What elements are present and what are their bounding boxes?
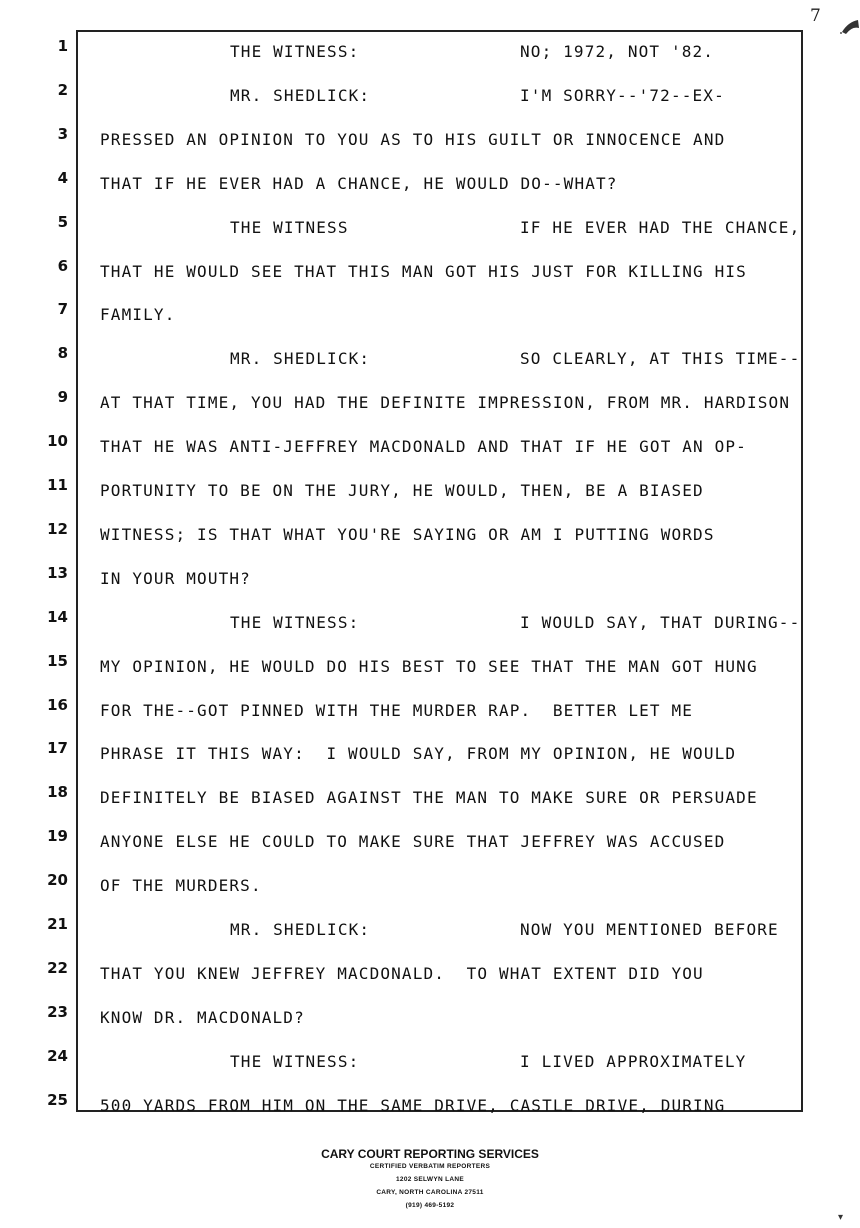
line-number: 5 [57, 212, 68, 231]
line-text: FOR THE--GOT PINNED WITH THE MURDER RAP. BETTER LET ME [100, 700, 694, 720]
line-text: WITNESS; IS THAT WHAT YOU'RE SAYING OR AM I PUTTING WORDS [100, 524, 715, 544]
line-text: ANYONE ELSE HE COULD TO MAKE SURE THAT JEFFREY WAS ACCUSED [100, 832, 726, 852]
line-text: NO; 1972, NOT '82. [520, 42, 715, 61]
line-number: 19 [47, 827, 68, 846]
footer-tagline: CERTIFIED VERBATIM REPORTERS [369, 1163, 491, 1170]
line-text: PHRASE IT THIS WAY: I WOULD SAY, FROM MY OPINION, HE WOULD [100, 744, 737, 764]
line-number: 13 [47, 563, 68, 582]
speaker-label: THE WITNESS: [230, 42, 360, 61]
line-text: OF THE MURDERS. [100, 876, 262, 896]
line-number: 16 [47, 695, 68, 714]
line-number: 20 [47, 871, 68, 890]
line-number: 8 [57, 344, 68, 363]
line-number: 7 [57, 300, 68, 319]
line-number: 10 [47, 432, 68, 451]
line-number: 14 [47, 607, 68, 626]
speaker-label: MR. SHEDLICK: [230, 920, 371, 939]
footer-city: CARY, NORTH CAROLINA 27511 [376, 1189, 484, 1196]
line-text: THAT HE WAS ANTI-JEFFREY MACDONALD AND THAT IF HE GOT AN OP- [100, 437, 747, 457]
line-number: 11 [47, 476, 68, 494]
line-text: PRESSED AN OPINION TO YOU AS TO HIS GUILT OR INNOCENCE AND [100, 129, 726, 149]
speaker-label: MR. SHEDLICK: [230, 349, 371, 369]
line-text: I LIVED APPROXIMATELY [520, 1051, 747, 1071]
line-number: 25 [47, 1090, 68, 1109]
footer-company: CARY COURT REPORTING SERVICES [321, 1147, 539, 1161]
line-number: 17 [47, 739, 68, 758]
line-number: 3 [57, 124, 68, 143]
line-number: 24 [47, 1046, 68, 1065]
line-number: 15 [47, 651, 68, 670]
page-number: 7 [810, 6, 821, 26]
line-text: I WOULD SAY, THAT DURING-- [520, 612, 801, 632]
corner-smudge-icon [838, 14, 860, 36]
line-number: 22 [47, 958, 68, 977]
line-number: 9 [57, 388, 68, 407]
line-number: 12 [47, 519, 68, 538]
footer-phone: (919) 469-5192 [405, 1202, 455, 1209]
line-number: 1 [57, 37, 68, 55]
line-number: 21 [47, 915, 68, 933]
line-text: IN YOUR MOUTH? [100, 568, 251, 588]
line-text: THAT YOU KNEW JEFFREY MACDONALD. TO WHAT EXTENT DID YOU [100, 963, 704, 983]
line-text: SO CLEARLY, AT THIS TIME-- [520, 349, 801, 369]
line-text: FAMILY. [100, 305, 176, 325]
line-text: THAT IF HE EVER HAD A CHANCE, HE WOULD DO--WHAT? [100, 173, 618, 193]
speaker-label: THE WITNESS: [230, 1051, 360, 1071]
line-number: 23 [47, 1002, 68, 1021]
line-text: PORTUNITY TO BE ON THE JURY, HE WOULD, THEN, BE A BIASED [100, 481, 704, 500]
line-text: AT THAT TIME, YOU HAD THE DEFINITE IMPRESSION, FROM MR. HARDISON [100, 393, 791, 413]
line-text: THAT HE WOULD SEE THAT THIS MAN GOT HIS JUST FOR KILLING HIS [100, 261, 747, 281]
line-text: IF HE EVER HAD THE CHANCE, [520, 217, 801, 237]
line-number: 2 [57, 80, 68, 99]
speaker-label: MR. SHEDLICK: [230, 85, 371, 105]
line-text: KNOW DR. MACDONALD? [100, 1007, 305, 1027]
line-number: 6 [57, 256, 68, 275]
line-text: NOW YOU MENTIONED BEFORE [520, 920, 779, 939]
speaker-label: THE WITNESS [230, 217, 349, 237]
line-number: 4 [57, 168, 68, 187]
speaker-label: THE WITNESS: [230, 612, 360, 632]
line-text: DEFINITELY BE BIASED AGAINST THE MAN TO MAKE SURE OR PERSUADE [100, 788, 758, 808]
line-text: MY OPINION, HE WOULD DO HIS BEST TO SEE THAT THE MAN GOT HUNG [100, 656, 758, 676]
line-number: 18 [47, 783, 68, 802]
footer-street: 1202 SELWYN LANE [395, 1176, 464, 1183]
line-text: I'M SORRY--'72--EX- [520, 85, 725, 105]
scan-mark-icon: ▾ [838, 1212, 844, 1223]
line-text: 500 YARDS FROM HIM ON THE SAME DRIVE, CASTLE DRIVE, DURING [100, 1095, 726, 1115]
